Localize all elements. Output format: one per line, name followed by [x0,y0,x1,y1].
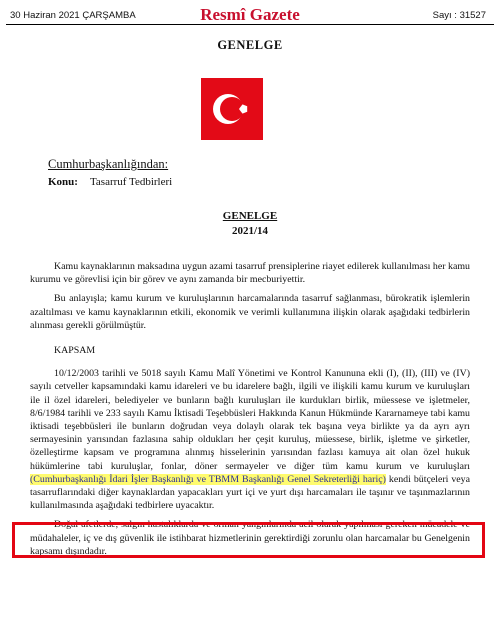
section-heading-scope: KAPSAM [54,345,96,357]
subject-line [48,176,172,188]
document-type-heading: GENELGE [217,38,283,52]
paragraph-3-text-end: kendi bütçeleri veya tasarruflarındaki diğer kaynaklardan yapacakları yurt içi ve yurt dışı harcamaları ile taşınır ve taşınmazlarının kullanılmasında aşağıdaki tedbirlere uyacaktır. [30,473,471,512]
paragraph-3-text: 10/12/2003 tarihli ve 5018 sayılı Kamu Malî Yönetimi ve Kontrol Kanununa ekli (I), (II), (III) ve (IV) sayılı cetveller kapsamındaki kamu idareleri ve bu idarelere bağlı, ilgili ve ilişkili kamu kurum ve kuruluşları ile il özel idareleri, belediyeler ve bunların bağlı kuruluşları ile kurdukları birlik, müessese ve işletmeler, 8/6/1984 tarihli ve 233 sayılı Kamu İktisadi Teşebbüsleri Hakkında Kanun Hükmünde Kararnameye tabi kamu iktisadi teşebbüsleri ile bunların doğrudan veya dolaylı olarak tek başına veya birlikte ya da ayrı ayrı sermayesinin yarısından fazlasına sahip oldukları her çeşit kuruluş, müessese, birlik, işletme ve şirketler, özelleştirme kapsam ve programına alınmış hisselerinin yarısından fazlası kamuya ait olan özel hukuk hükümlerine tabi kuruluşlar, fonlar, döner sermayeler ve diğer tüm kamu kurum ve kuruluşları [30,368,470,472]
paragraph-1: Kamu kaynaklarının maksadına uygun azami tasarruf prensiplerine riayet edilerek kullanılması her kamu kurumu ve görevlisi için bir görev ve aynı zamanda bir mecburiyettir. [30,261,470,286]
issuer-line: Cumhurbaşkanlığından: [48,157,169,171]
header-divider [6,24,494,25]
paragraph-2: Bu anlayışla; kamu kurum ve kuruluşlarının harcamalarında tasarruf sağlanması, bürokratik işlemlerin azaltılması ve kamu kaynaklarının etkili, ekonomik ve verimli kullanımına ilişkin olarak aşağıdaki tedbirlerin alınması gerekli görülmüştür. [30,293,470,331]
gazette-header [0,0,500,24]
highlighted-exception: (Cumhurbaşkanlığı İdari İşler Başkanlığı ve TBMM Başkanlığı Genel Sekreterliği hariç) [30,473,386,485]
document-body [30,260,470,564]
issue-date: 30 Haziran 2021 ÇARŞAMBA [10,10,136,21]
turkish-flag-icon [201,78,263,140]
issue-number: Sayı : 31527 [432,10,486,21]
paragraph-4: Doğal afetlerde, salgın hastalıklarda ve orman yangınlarında acil olarak yapılması gereken mücadele ve müdahaleler, iç ve dış güvenlik ile istihbarat hizmetlerinin gerektirdiği zorunlu olan harcamalar bu Genelgenin kapsamı dışındadır. [30,519,470,557]
gazette-title: Resmî Gazete [200,5,300,24]
subject-value: Tasarruf Tedbirleri [89,176,173,188]
circular-number: 2021/14 [231,225,269,237]
subject-label: Konu: [48,176,78,188]
paragraph-3 [30,367,470,512]
annotation-highlight-box [12,522,485,558]
circular-title: GENELGE [222,210,278,222]
